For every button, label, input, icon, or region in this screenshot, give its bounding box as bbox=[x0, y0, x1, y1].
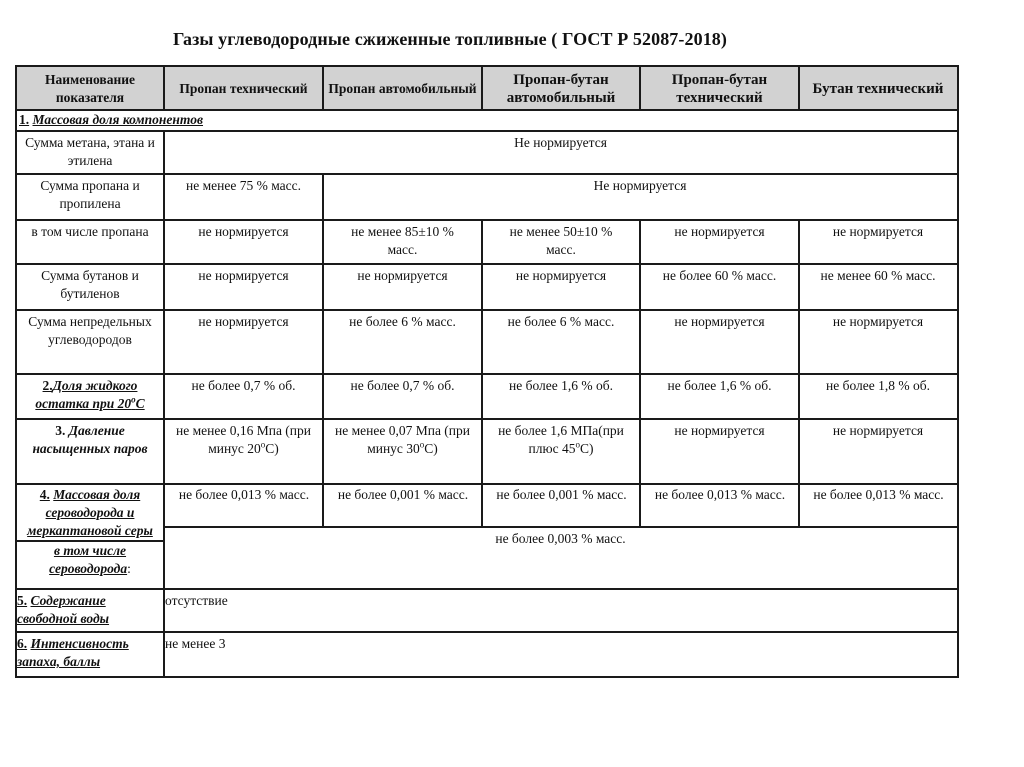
cell: не нормируется bbox=[515, 268, 607, 283]
cell: не нормируется bbox=[198, 268, 289, 283]
divider bbox=[15, 483, 959, 485]
row-value-h2s: не более 0,003 % масс. bbox=[495, 531, 626, 546]
divider bbox=[15, 540, 165, 542]
section-6-heading: 6. Интенсивность запаха, баллы bbox=[17, 636, 129, 669]
section-4-heading: 4. Массовая доля сероводорода и меркаптановой серы bbox=[27, 487, 153, 538]
cell: не менее 50±10 % масс. bbox=[509, 224, 613, 257]
cell: не более 6 % масс. bbox=[507, 314, 615, 329]
divider bbox=[15, 631, 959, 633]
cell: не более 0,7 % об. bbox=[191, 378, 296, 393]
cell: не менее 60 % масс. bbox=[820, 268, 936, 283]
divider bbox=[15, 173, 959, 175]
row-label-propane: в том числе пропана bbox=[31, 224, 149, 239]
table-border-top bbox=[15, 65, 959, 67]
divider bbox=[639, 219, 641, 528]
divider bbox=[163, 130, 165, 678]
row-value-water: отсутствие bbox=[165, 593, 228, 608]
header-col-propane-tech: Пропан технический bbox=[164, 67, 323, 110]
divider bbox=[798, 219, 800, 528]
divider bbox=[15, 109, 959, 111]
cell: не более 0,013 % масс. bbox=[813, 487, 944, 502]
cell: не более 0,013 % масс. bbox=[178, 487, 310, 502]
cell: не нормируется bbox=[357, 268, 448, 283]
cell: не более 0,001 % масс. bbox=[337, 487, 469, 502]
table-border-right bbox=[957, 65, 959, 678]
cell: не более 1,8 % об. bbox=[826, 378, 930, 393]
section-4-subheading: в том числе сероводорода: bbox=[49, 543, 131, 576]
cell: не нормируется bbox=[674, 423, 765, 438]
cell: не нормируется bbox=[198, 224, 289, 239]
cell: не более 1,6 % об. bbox=[667, 378, 772, 393]
divider bbox=[15, 309, 959, 311]
cell: не более 60 % масс. bbox=[662, 268, 777, 283]
cell: не более 0,001 % масс. bbox=[496, 487, 627, 502]
divider bbox=[15, 219, 959, 221]
cell: не менее 0,07 Мпа (при минус 30$^o$С) bbox=[335, 423, 470, 456]
cell: не более 1,6 МПа(при плюс 45$^o$С) bbox=[498, 423, 624, 456]
divider bbox=[15, 588, 959, 590]
section-3-heading: 3. Давление насыщенных паров bbox=[32, 423, 148, 456]
row-label-butanes: Сумма бутанов и бутиленов bbox=[41, 268, 139, 301]
cell: не более 1,6 % об. bbox=[509, 378, 613, 393]
row-label-unsaturated: Сумма непредельных углеводородов bbox=[28, 314, 152, 347]
divider bbox=[639, 65, 641, 111]
divider bbox=[15, 418, 959, 420]
row-value-methane: Не нормируется bbox=[514, 135, 607, 150]
divider bbox=[481, 65, 483, 111]
divider bbox=[15, 373, 959, 375]
section-1-heading: 1. Массовая доля компонентов bbox=[19, 112, 204, 127]
header-col-propane-auto: Пропан автомобильный bbox=[323, 67, 482, 110]
section-5-heading: 5. Содержание свободной воды bbox=[17, 593, 110, 626]
cell: не менее 0,16 Мпа (при минус 20$^o$С) bbox=[176, 423, 311, 456]
cell: не более 0,013 % масс. bbox=[654, 487, 786, 502]
divider bbox=[15, 263, 959, 265]
cell: не нормируется bbox=[674, 314, 765, 329]
row-label-methane: Сумма метана, этана и этилена bbox=[25, 135, 155, 168]
cell: не нормируется bbox=[832, 314, 924, 329]
cell: не нормируется bbox=[674, 224, 765, 239]
divider bbox=[322, 173, 324, 528]
cell: не нормируется bbox=[832, 224, 924, 239]
table-border-bottom bbox=[15, 676, 959, 678]
cell: не менее 85±10 % масс. bbox=[351, 224, 454, 257]
header-indicator: Наименование показателя bbox=[16, 67, 164, 110]
header-col-propane-butane-auto: Пропан-бутан автомобильный bbox=[482, 67, 640, 110]
table-border-left bbox=[15, 65, 17, 678]
divider bbox=[481, 219, 483, 528]
divider bbox=[163, 526, 959, 528]
row-value-odor: не менее 3 bbox=[165, 636, 226, 651]
section-2-heading: 2.Доля жидкого остатка при 20$^o$С bbox=[35, 378, 145, 411]
row-value-propane-propylene-c1: не менее 75 % масс. bbox=[185, 178, 301, 193]
divider bbox=[15, 130, 959, 132]
cell: не нормируется bbox=[198, 314, 289, 329]
row-label-propane-propylene: Сумма пропана и пропилена bbox=[40, 178, 140, 211]
cell: не более 6 % масс. bbox=[349, 314, 456, 329]
cell: не более 0,7 % об. bbox=[350, 378, 455, 393]
divider bbox=[163, 65, 165, 111]
header-col-butane-tech: Бутан технический bbox=[799, 67, 957, 110]
divider bbox=[798, 65, 800, 111]
cell: не нормируется bbox=[832, 423, 924, 438]
header-col-propane-butane-tech: Пропан-бутан технический bbox=[640, 67, 799, 110]
document-title: Газы углеводородные сжиженные топливные ( ГОСТ Р 52087-2018) bbox=[173, 29, 727, 49]
row-value-propane-propylene-rest: Не нормируется bbox=[593, 178, 687, 193]
divider bbox=[322, 65, 324, 111]
